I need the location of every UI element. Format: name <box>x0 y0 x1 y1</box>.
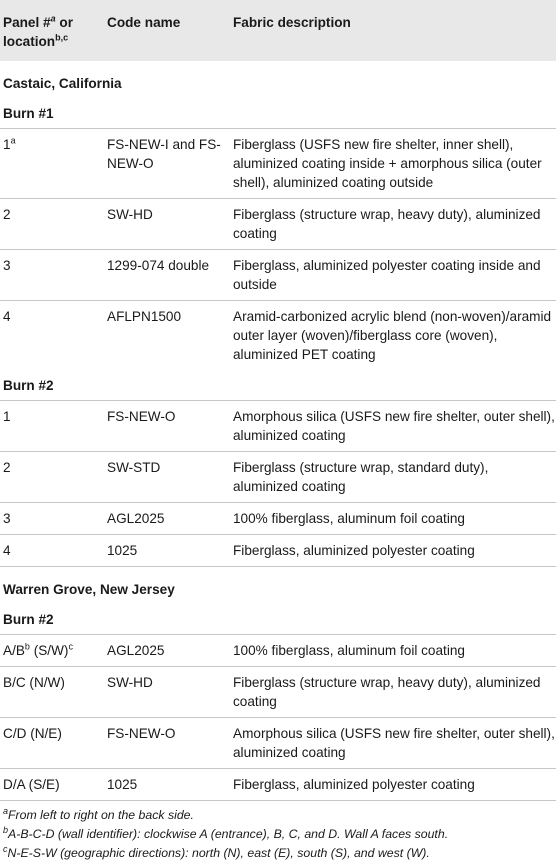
panel-cell <box>0 667 107 718</box>
code-cell: FS-NEW-I and FS-NEW-O <box>107 137 221 171</box>
table-row <box>0 250 556 301</box>
code-cell: 1025 <box>107 543 138 558</box>
burn-label: Burn #2 <box>3 612 54 627</box>
table-row <box>0 667 556 718</box>
panel-value: 3 <box>3 258 11 273</box>
header-panel-sup2: b,c <box>55 32 69 43</box>
code-cell: AFLPN1500 <box>107 309 182 324</box>
description-cell: Fiberglass, aluminized polyester coating inside and outside <box>233 258 541 292</box>
code-cell: AGL2025 <box>107 643 165 658</box>
location-row <box>0 567 556 605</box>
table-header <box>0 0 556 61</box>
panel-cell <box>0 718 107 769</box>
header-panel-line2: location <box>3 34 56 49</box>
footnotes <box>0 800 556 863</box>
description-cell: Fiberglass (structure wrap, standard duty), aluminized coating <box>233 460 489 494</box>
table-row <box>0 718 556 769</box>
code-cell: AGL2025 <box>107 511 165 526</box>
footnote-text: From left to right on the back side. <box>8 808 194 822</box>
code-cell: FS-NEW-O <box>107 409 176 424</box>
code-cell: SW-HD <box>107 207 153 222</box>
burn-label: Burn #2 <box>3 378 54 393</box>
panel-value: A/B <box>3 643 25 658</box>
footnote <box>3 844 556 863</box>
table-row <box>0 199 556 250</box>
panel-cell <box>0 635 107 667</box>
footnote-mark: a <box>3 805 9 816</box>
panel-cell <box>0 769 107 801</box>
description-cell: Fiberglass (structure wrap, heavy duty), aluminized coating <box>233 207 541 241</box>
panel-footnote-mark: a <box>10 135 16 146</box>
panel-value: 4 <box>3 543 11 558</box>
location-label: Warren Grove, New Jersey <box>3 582 175 597</box>
panel-value: 4 <box>3 309 11 324</box>
footnote-text: N-E-S-W (geographic directions): north (N), east (E), south (S), and west (W). <box>7 846 430 860</box>
panel-cell <box>0 199 107 250</box>
header-panel-mid: or <box>55 15 73 30</box>
description-cell: Fiberglass (USFS new fire shelter, inner shell), aluminized coating inside + amorphous silica (outer shell), aluminized coating outside <box>233 137 542 190</box>
description-cell: 100% fiberglass, aluminum foil coating <box>233 511 465 526</box>
panel-cell <box>0 503 107 535</box>
panel-value: B/C (N/W) <box>3 675 65 690</box>
panel-footnote-mark-2: c <box>68 641 73 652</box>
header-panel <box>0 0 107 61</box>
panel-value: 1 <box>3 409 11 424</box>
burn-row <box>0 98 556 129</box>
footnote-text: A-B-C-D (wall identifier): clockwise A (entrance), B, C, and D. Wall A faces south. <box>8 827 449 841</box>
table-row <box>0 769 556 801</box>
burn-row <box>0 604 556 635</box>
table-row <box>0 503 556 535</box>
panel-value: C/D (N/E) <box>3 726 62 741</box>
code-cell: 1299-074 double <box>107 258 210 273</box>
table-body <box>0 61 556 800</box>
panel-direction: (S/W) <box>29 643 69 658</box>
header-code: Code name <box>107 0 233 61</box>
description-cell: Fiberglass (structure wrap, heavy duty), aluminized coating <box>233 675 541 709</box>
location-label: Castaic, California <box>3 76 122 91</box>
table-row <box>0 129 556 199</box>
description-cell: Amorphous silica (USFS new fire shelter, outer shell), aluminized coating <box>233 409 555 443</box>
header-panel-sup1: a <box>50 13 56 24</box>
footnote <box>3 806 556 825</box>
panel-cell <box>0 301 107 371</box>
header-desc: Fabric description <box>233 0 556 61</box>
footnote-mark: b <box>3 824 9 835</box>
code-cell: SW-STD <box>107 460 161 475</box>
table-row <box>0 452 556 503</box>
header-panel-line1: Panel # <box>3 15 51 30</box>
table-row <box>0 635 556 667</box>
description-cell: Fiberglass, aluminized polyester coating <box>233 777 475 792</box>
table-row <box>0 535 556 567</box>
description-cell: 100% fiberglass, aluminum foil coating <box>233 643 465 658</box>
location-row <box>0 61 556 98</box>
description-cell: Amorphous silica (USFS new fire shelter, outer shell), aluminized coating <box>233 726 555 760</box>
panel-value: 2 <box>3 207 11 222</box>
panel-cell <box>0 401 107 452</box>
panel-cell <box>0 452 107 503</box>
description-cell: Fiberglass, aluminized polyester coating <box>233 543 475 558</box>
table-row <box>0 301 556 371</box>
panel-cell <box>0 250 107 301</box>
panel-value: D/A (S/E) <box>3 777 60 792</box>
description-cell: Aramid-carbonized acrylic blend (non-woven)/aramid outer layer (woven)/fiberglass core (woven), aluminized PET coating <box>233 309 552 362</box>
burn-row <box>0 370 556 401</box>
panel-value: 3 <box>3 511 11 526</box>
footnote-mark: c <box>3 843 8 854</box>
footnote <box>3 825 556 844</box>
table-row <box>0 401 556 452</box>
panel-cell <box>0 129 107 199</box>
burn-label: Burn #1 <box>3 106 54 121</box>
panel-footnote-mark: b <box>24 641 30 652</box>
panel-value: 2 <box>3 460 11 475</box>
panel-cell <box>0 535 107 567</box>
panel-value: 1 <box>3 137 11 152</box>
code-cell: SW-HD <box>107 675 153 690</box>
code-cell: 1025 <box>107 777 138 792</box>
code-cell: FS-NEW-O <box>107 726 176 741</box>
